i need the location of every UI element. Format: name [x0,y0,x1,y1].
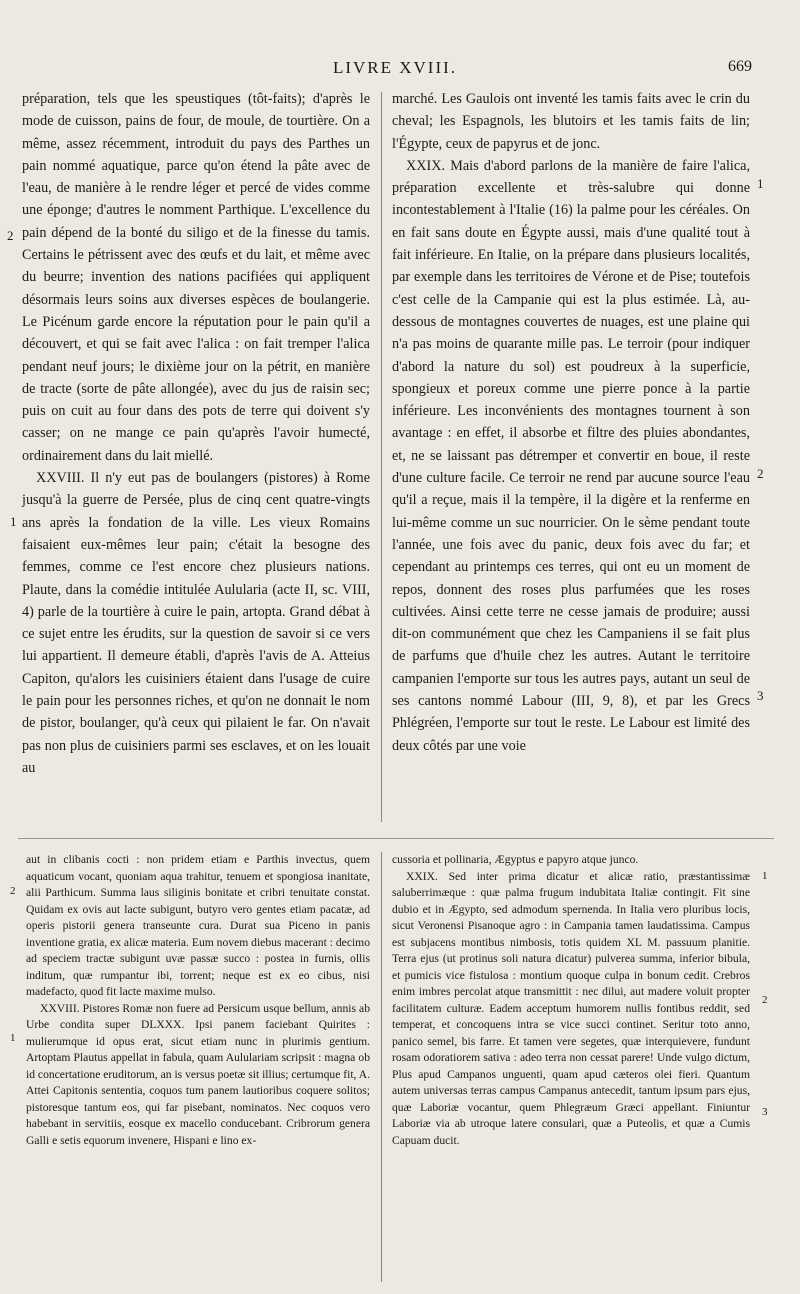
margin-number: 3 [757,688,764,703]
column-divider [381,92,382,822]
margin-number: 2 [10,885,16,897]
french-paragraph: marché. Les Gaulois ont inventé les tamis faits avec le crin du cheval; les Espagnols, les blutoirs et les tamis faits de lin; l'Égypte, ceux de papyrus et de jonc. [392,91,750,152]
margin-number: 1 [762,870,768,882]
latin-paragraph: XXVIII. Pistores Romæ non fuere ad Persicum usque bellum, annis ab Urbe condita super DLXXX. Ipsi panem faciebant Quirites : mulierumque id opus erat, sicut etiam nunc in plurimis gentium. Artoptam Plautus appellat in fabula, quam Aululariam scripsit : magna ob id concertatione eruditorum, an is versus poetæ sit illius; certumque fit, A. Attei Capitonis sententia, coquos tum panem lautioribus coquere solitos; pistoresque tantum eos, qui far pisebant, nominatos. Nec coquos vero habebant in servitiis, eosque ex macello conducebant. Cribrorum genera Galli e setis equorum invenere, Hispani e lino ex- [26,1001,370,1147]
running-title: LIVRE XVIII. [332,58,458,77]
french-paragraph: XXIX. Mais d'abord parlons de la manière de faire l'alica, préparation excellente et très-salubre qui donne incontestablement à l'Italie (16) la palme pour les céréales. On en fait sans doute en Égypte aussi, mais d'une qualité tout à fait inférieure. En Italie, on la prépare dans plusieurs localités, par exemple dans les territoires de Vérone et de Pise; toutefois c'est celle de la Campanie qui est la plus estimée. Là, au-dessous de montagnes couvertes de nuages, est une plaine qui n'a pas moins de quarante mille pas. Le terroir (pour indiquer d'abord la nature du sol) est poudreux à la superficie, spongieux et poreux comme une pierre ponce à la partie inférieure. Les inconvénients des montagnes tournent à son avantage : en effet, il absorbe et filtre des pluies abondantes, et, ne se laissant pas détremper et convertir en boue, il reste d'une culture facile. Ce terroir ne rend par aucune source l'eau qu'il a reçue, mais il la tempère, il la digère et la renferme en lui-même comme un suc nourricier. On le sème pendant toute l'année, une fois avec du panic, deux fois avec du far; et cependant au printemps ces terres, qui ont eu un moment de repos, donnent des roses plus parfumées que les roses cultivées. Ainsi cette terre ne cesse jamais de produire; aussi dit-on communément que chez les Campaniens il se fait plus de parfums que d'huile chez les autres. Autant le territoire campanien l'emporte sur tous les autres pays, autant un seul de ses cantons nommé Labour (III, 9, 8), et par les Grecs Phlégréen, l'emporte sur tout le reste. Le Labour est limité des deux côtés par une voie [392,157,750,754]
margin-number: 2 [757,466,764,481]
french-paragraph: préparation, tels que les speustiques (tôt-faits); d'après le mode de cuisson, pains de four, de moule, de tourtière. On a même, assez récemment, introduit du pays des Parthes un pain nommé aquatique, parce qu'on étend la pâte avec de l'eau, de manière à le rendre léger et percé de vides comme une éponge; d'autres le nomment Parthique. L'excellence du pain dépend de la bonté du siligo et de la finesse du tamis. Certains le pétrissent avec des œufs et du lait, et même avec du beurre; invention des nations pacifiées qui appliquent désormais leurs soins aux diverses espèces de boulangerie. Le Picénum garde encore la réputation pour le pain qu'il a découvert, et qui se fait avec l'alica : on fait tremper l'alica pendant neuf jours; le dixième jour on la pétrit, en manière de tracte (sorte de pâte allongée), avec du jus de raisin sec; puis on cuit au four dans des pots de terre qui doivent s'y casser; on ne mange ce pain qu'après l'avoir humecté, ordinairement dans du lait miellé. [22,91,370,464]
margin-number: 1 [10,514,17,529]
margin-number: 3 [762,1106,768,1118]
column-divider [381,852,382,1282]
latin-left-column [26,852,370,1282]
latin-right-column [392,852,750,1282]
margin-number: 1 [757,176,764,191]
latin-paragraph: cussoria et pollinaria, Ægyptus e papyro atque junco. [392,853,639,866]
page-number: 669 [728,58,752,75]
margin-number: 2 [7,228,14,243]
running-head [0,58,800,82]
section-divider [18,838,774,839]
french-right-column [392,88,750,828]
margin-number: 1 [10,1032,16,1044]
french-paragraph: XXVIII. Il n'y eut pas de boulangers (pistores) à Rome jusqu'à la guerre de Persée, plus de cinq cent quatre-vingts ans après la fondation de la ville. Les vieux Romains faisaient eux-mêmes leur pain; c'était la besogne des femmes, comme ce l'est encore chez plusieurs nations. Plaute, dans la comédie intitulée Aulularia (acte II, sc. VIII, 4) parle de la tourtière à cuire le pain, artopta. Grand débat à ce sujet entre les érudits, sur la question de savoir si ce vers lui appartient. Il demeure établi, d'après l'avis de A. Atteius Capiton, qu'alors les cuisiniers étaient dans l'usage de cuire le pain pour les personnes riches, et qu'on ne donnait le nom de pistor, boulanger, qu'à ceux qui pilaient le far. On n'avait pas non plus de cuisiniers parmi ses esclaves, et on les louait au [22,470,370,776]
latin-paragraph: aut in clibanis cocti : non pridem etiam e Parthis invectus, quem aquaticum vocant, quoniam aqua trahitur, tenuem et spongiosa inanitate, alii Parthicum. Summa laus siliginis bonitate et cribri tenuitate constat. Quidam ex ovis aut lacte subigunt, butyro vero gentes etiam pacatæ, ad operis pistorii genera transeunte cura. Durat sua Piceno in panis inventione gratia, ex alicæ materia. Eum novem diebus macerant : decimo ad speciem tractæ subigunt uvæ passæ succo : postea in furnis, ollis inditum, quæ rumpantur ibi, torrent; neque est ex eo cibus, nisi madefacto, quod fit lacte maxime mulso. [26,853,370,998]
latin-paragraph: XXIX. Sed inter prima dicatur et alicæ ratio, præstantissimæ saluberrimæque : quæ palma frugum indubitata Italiæ contingit. Fit sine dubio et in Ægypto, sed admodum spernenda. In Italia vero pluribus locis, sicut Veronensi Pisanoque agro : in Campania tamen laudatissima. Campus est subjacens montibus nimbosis, totis quidem XL M. passuum planitie. Terra ejus (ut protinus soli natura dicatur) pulverea summa, inferior bibula, et pumicis vice fistulosa : montium quoque culpa in bonum cedit. Crebros enim imbres percolat atque transmittit : nec dilui, aut madere voluit propter facilitatem culturæ. Eadem acceptum humorem nullis fontibus reddit, sed temperat, et concoquens intra se vice succi continet. Seritur toto anno, panico semel, bis farre. Et tamen vere segetes, quæ interquievere, fundunt rosam odoratiorem sativa : adeo terra non cessat parere! Unde vulgo dictum, Plus apud Campanos unguenti, quam apud cæteros olei fieri. Quantum autem universas terras campus Campanus antecedit, tantum ipsum pars ejus, quæ Laboriæ vocantur, quem Phlegræum Græci appellant. Finiuntur Laboriæ via ab utroque latere consulari, quæ a Puteolis, et quæ a Cumis Capuam ducit. [392,869,750,1147]
margin-number: 2 [762,994,768,1006]
french-left-column [22,88,370,828]
